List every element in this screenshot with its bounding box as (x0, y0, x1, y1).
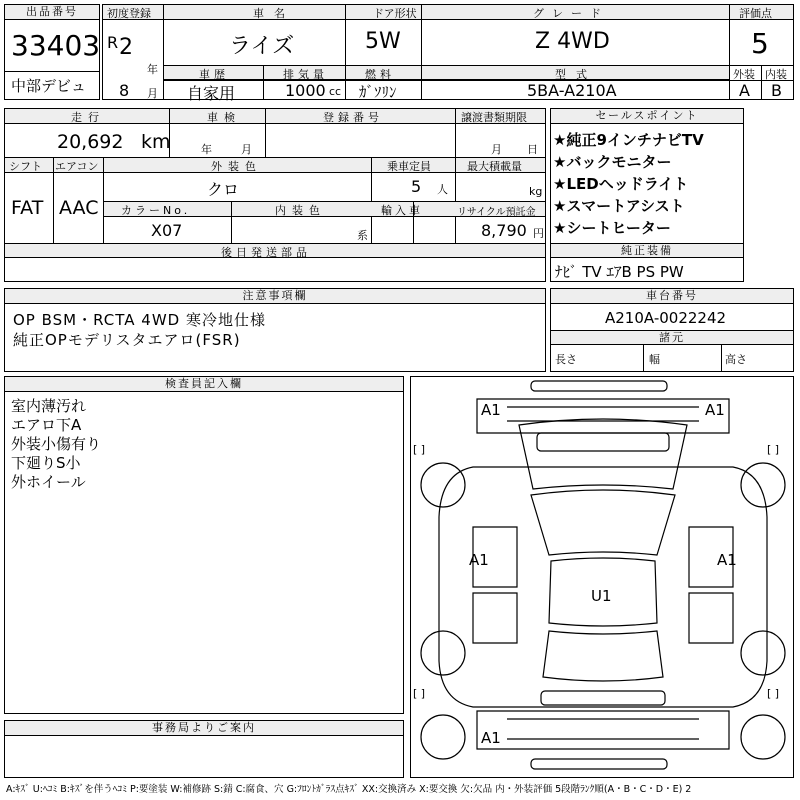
inspection-month-unit: 月 (241, 143, 252, 156)
car-diagram-svg (411, 377, 795, 779)
notes-box (4, 288, 546, 372)
genuine-label: 純正装備 (551, 244, 743, 258)
transfer-label: 譲渡書類期限 (461, 111, 527, 124)
import-label: 輸入車 (381, 204, 423, 217)
inspector-line-2: エアロ下A (11, 416, 82, 434)
exterior-label: 外装 (733, 68, 755, 81)
score-label: 評価点 (739, 7, 772, 20)
width-label: 幅 (649, 353, 660, 366)
year: 2 (119, 35, 133, 60)
mark-front-left: A1 (481, 401, 501, 419)
inspector-label: 検査員記入欄 (5, 377, 403, 392)
recycle-label: リサイクル預託金 (457, 207, 536, 218)
sales-point-5: ★シートヒーター (553, 219, 671, 237)
vehicle-info-box (102, 4, 794, 103)
office-box (4, 720, 404, 778)
height-label: 高さ (725, 353, 747, 366)
inspector-line-4: 下廻りS小 (11, 454, 81, 472)
sales-point-4: ★スマートアシスト (553, 197, 685, 215)
load-label: 最大積載量 (467, 160, 522, 173)
mark-side-right: A1 (717, 551, 737, 569)
detail-box (4, 108, 546, 282)
length-label: 長さ (555, 353, 577, 366)
inspector-line-5: 外ホイール (11, 473, 86, 491)
inspector-line-1: 室内薄汚れ (11, 397, 87, 415)
sales-point-1: ★純正9インチナビTV (553, 131, 704, 149)
color-no-label: カラーNo. (121, 204, 191, 217)
bracket-tl: [ ] (413, 443, 426, 456)
lot-sub: 中部デビュ (11, 77, 87, 95)
bracket-br: [ ] (767, 687, 780, 700)
chassis-box (550, 288, 794, 372)
later-parts-label: 後日発送部品 (221, 246, 311, 259)
month: 8 (119, 81, 130, 100)
recycle-unit: 円 (533, 227, 544, 240)
displacement-label: 排気量 (283, 68, 328, 81)
lot-number: 33403 (11, 29, 101, 62)
model: 5BA-A210A (527, 81, 617, 100)
recycle: 8,790 (481, 221, 527, 240)
office-label: 事務局よりご案内 (5, 721, 403, 736)
lot-box (4, 4, 100, 100)
mark-side-left: A1 (469, 551, 489, 569)
dims-label: 諸元 (551, 331, 793, 345)
car-diagram (410, 376, 794, 778)
color-no: X07 (151, 221, 183, 240)
door-label: ドア形状 (373, 7, 417, 20)
score: 5 (751, 27, 769, 60)
mark-front-right: A1 (705, 401, 725, 419)
grade: Z 4WD (535, 29, 610, 54)
load-unit: kg (529, 185, 543, 198)
car-name-label: 車名 (253, 7, 295, 20)
capacity: 5 (411, 177, 422, 196)
notes-label: 注意事項欄 (5, 289, 545, 304)
displacement: 1000 (285, 81, 326, 100)
mileage-label: 走行 (71, 111, 105, 124)
inspector-box (4, 376, 404, 714)
bracket-tr: [ ] (767, 443, 780, 456)
grade-label: グレード (533, 7, 609, 20)
year-unit: 年 (147, 63, 158, 76)
fuel-label: 燃料 (365, 68, 395, 81)
transfer-month-unit: 月 (491, 143, 502, 156)
capacity-label: 乗車定員 (387, 160, 431, 173)
reg-label: 登録番号 (323, 111, 383, 124)
mileage: 20,692 (57, 131, 124, 153)
history-label: 車歴 (199, 68, 229, 81)
era: R (107, 33, 119, 52)
interior-label: 内装 (765, 68, 787, 81)
shift: FAT (11, 197, 44, 219)
mileage-unit: km (141, 131, 171, 153)
month-unit: 月 (147, 87, 158, 100)
int-color-label: 内装色 (275, 204, 326, 217)
history: 自家用 (187, 84, 236, 103)
inspector-line-3: 外装小傷有り (11, 435, 102, 453)
interior-grade: B (771, 81, 782, 100)
ac: AAC (59, 197, 99, 219)
sales-points-box (550, 108, 744, 282)
shift-label: シフト (9, 160, 42, 173)
notes-line-1: OP BSM・RCTA 4WD 寒冷地仕様 (13, 311, 266, 329)
chassis-number: A210A-0022242 (605, 309, 727, 327)
capacity-unit: 人 (437, 183, 448, 196)
exterior-grade: A (739, 81, 750, 100)
notes-line-2: 純正OPモデリスタエアロ(FSR) (13, 331, 241, 349)
inspection-year-unit: 年 (201, 143, 212, 156)
door: 5W (365, 29, 401, 54)
int-color-unit: 系 (357, 229, 368, 242)
car-name: ライズ (229, 34, 295, 59)
color: クロ (207, 180, 240, 199)
chassis-label: 車台番号 (551, 289, 793, 304)
sales-point-3: ★LEDヘッドライト (553, 175, 689, 193)
ac-label: エアコン (55, 160, 99, 173)
fuel: ｶﾞｿﾘﾝ (359, 83, 397, 101)
inspection-label: 車検 (207, 111, 241, 124)
mark-roof: U1 (591, 587, 612, 605)
first-reg-label: 初度登録 (107, 7, 151, 20)
sales-points-label: セールスポイント (551, 109, 743, 124)
displacement-unit: cc (329, 85, 342, 98)
sales-point-2: ★バックモニター (553, 153, 672, 171)
legend: A:ｷｽﾞ U:ﾍｺﾐ B:ｷｽﾞを伴うﾍｺﾐ P:要塗装 W:補修跡 S:錆 C:腐食、穴 G:ﾌﾛﾝﾄｶﾞﾗｽ点ｷｽﾞ XX:交換済み X:要交換 欠:欠品 内・外装評価 5段階ﾗﾝｸ順(A・B・C・D・E) 2 (6, 784, 692, 795)
genuine-text: ﾅﾋﾞ TV ｴｱB PS PW (555, 263, 684, 281)
lot-label: 出品番号 (5, 5, 99, 20)
transfer-day-unit: 日 (527, 143, 538, 156)
color-label: 外装色 (211, 160, 262, 173)
bracket-bl: [ ] (413, 687, 426, 700)
model-label: 型式 (555, 68, 597, 81)
mark-rear-left: A1 (481, 729, 501, 747)
